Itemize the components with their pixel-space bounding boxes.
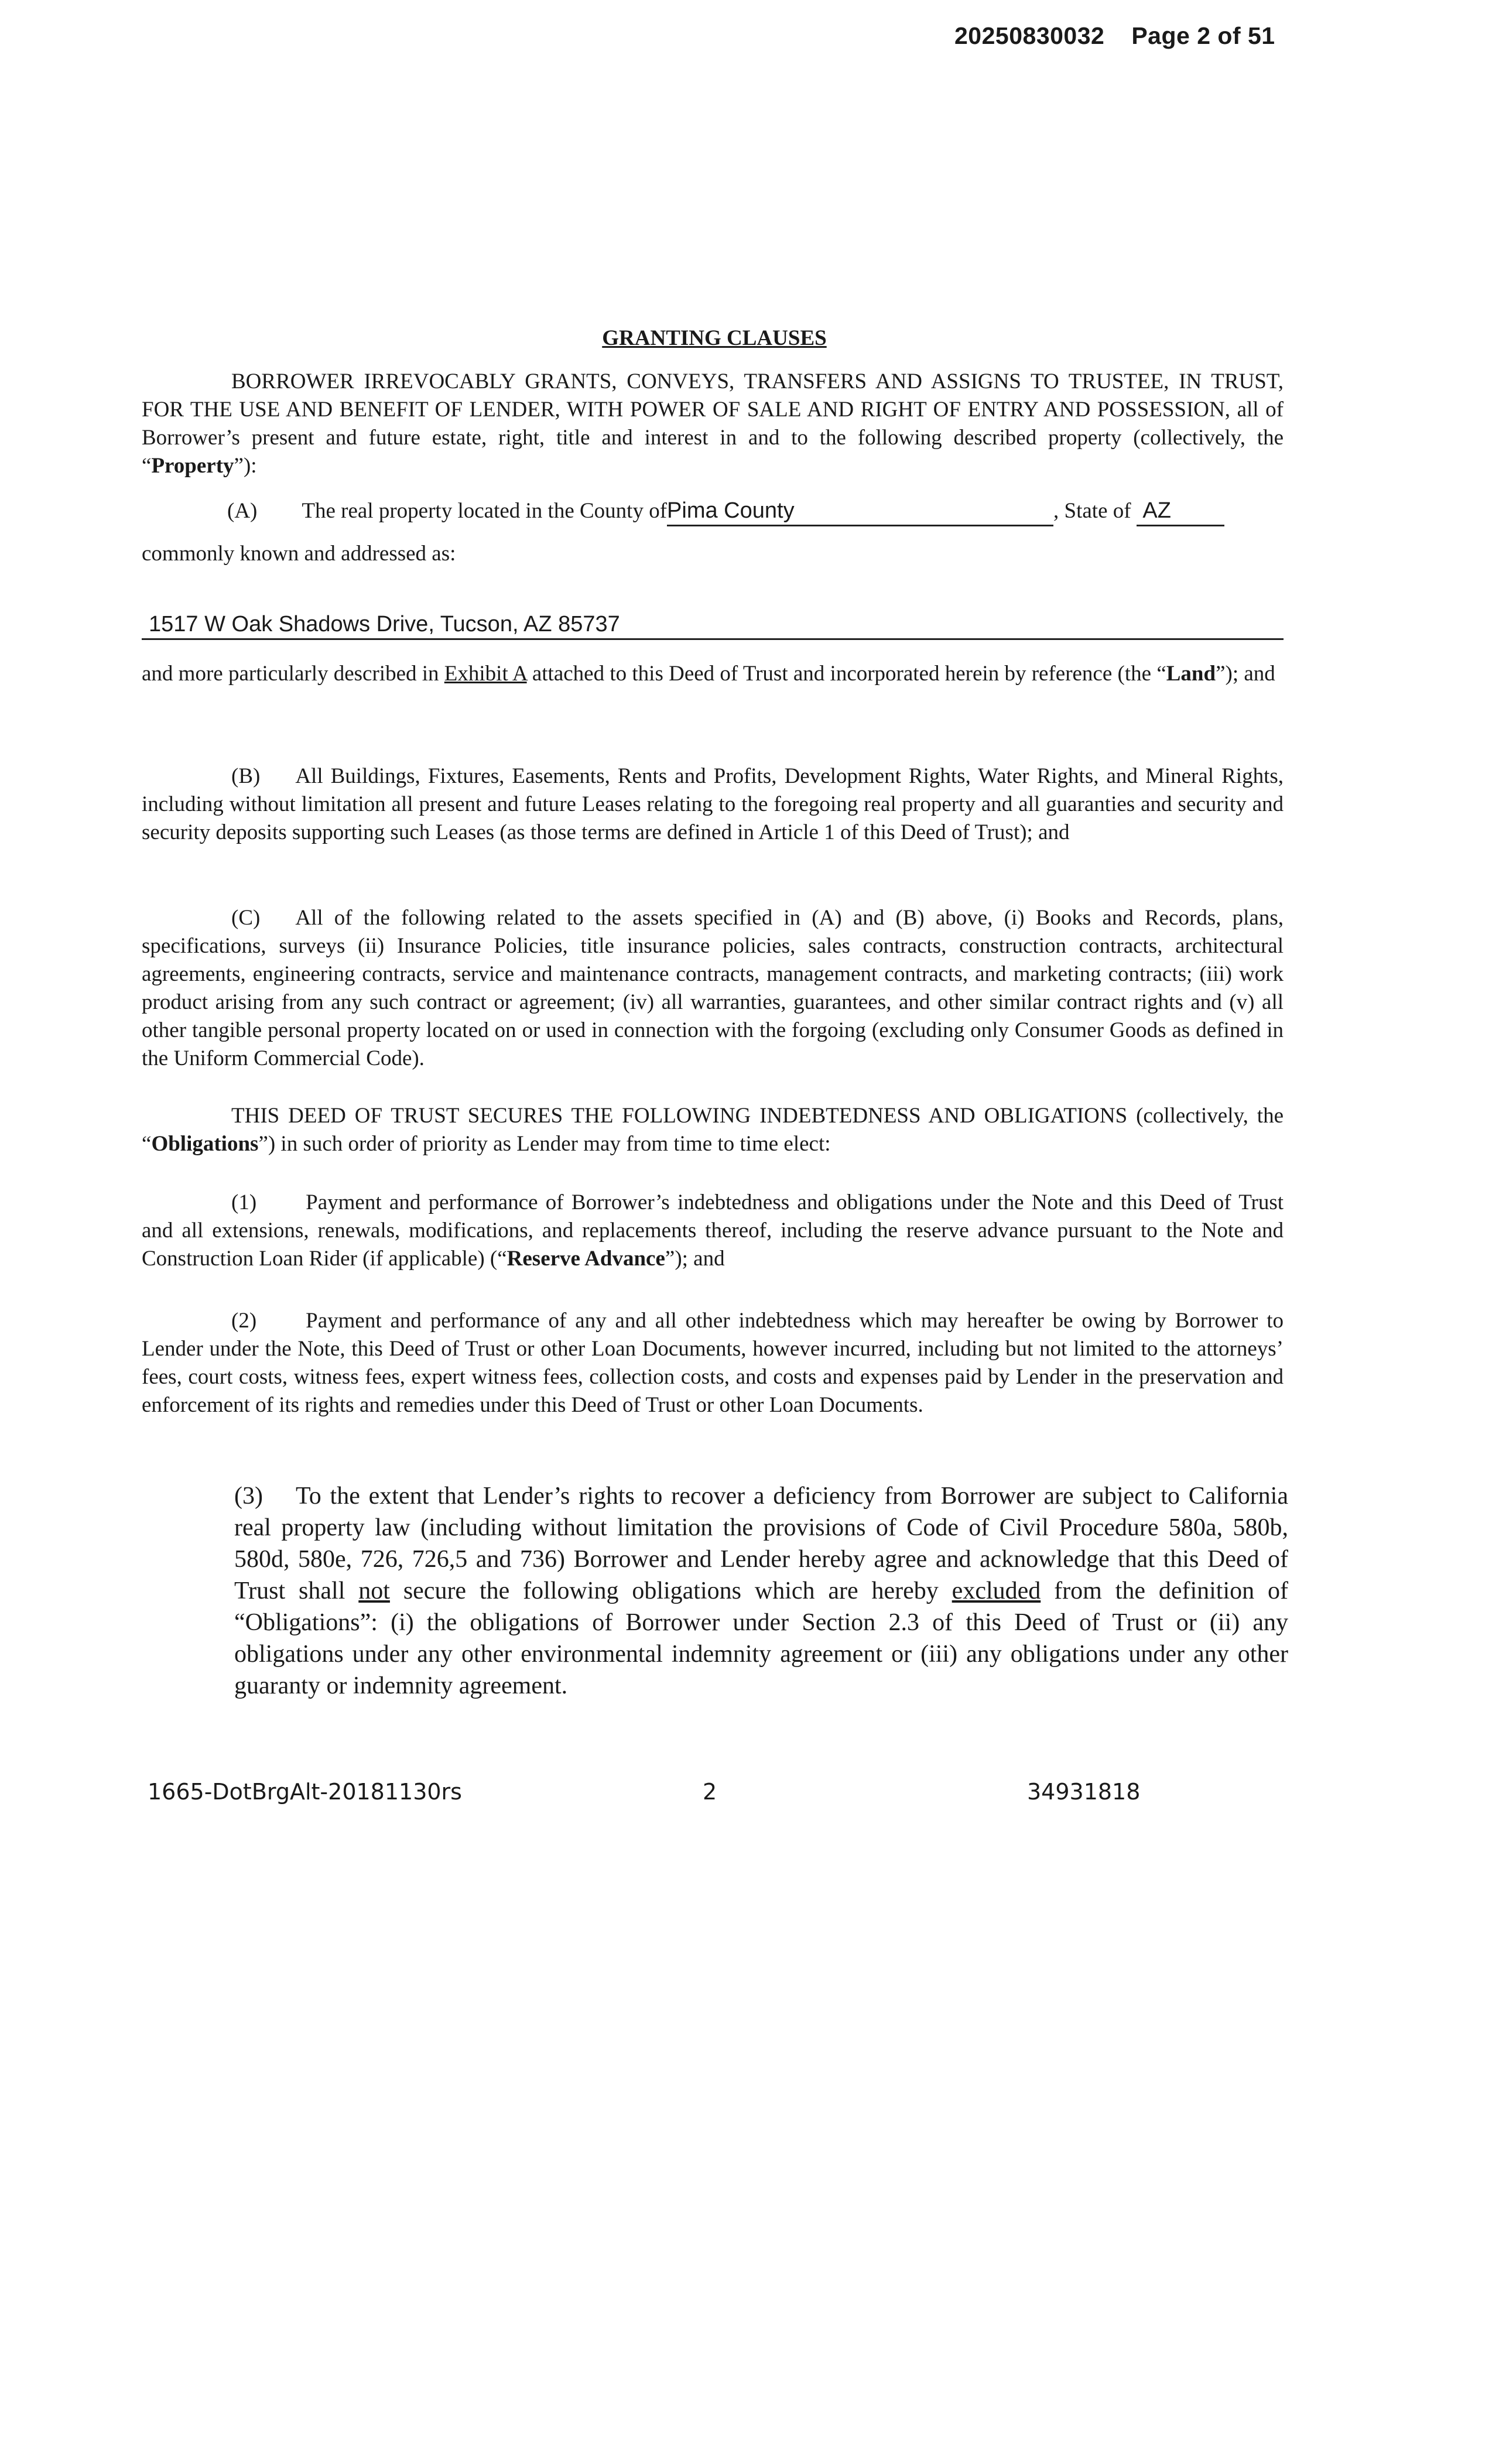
recording-stamp — [954, 22, 1275, 50]
not-emphasis: not — [358, 1577, 390, 1604]
clause-b-paragraph: (B) All Buildings, Fixtures, Easements, Rents and Profits, Development Rights, Water Rights, and Mineral Rights, including without limitation all present and future Leases relating to the foregoing real property and all guaranties and security and security deposits supporting such Leases (as those terms are defined in Article 1 of this Deed of Trust); and — [142, 764, 1284, 844]
obligation-2-paragraph: (2) Payment and performance of any and all other indebtedness which may hereafter be owing by Borrower to Lender under the Note, this Deed of Trust or other Loan Documents, however incurred, including but not limited to the attorneys’ fees, court costs, witness fees, expert witness fees, collection costs, and costs and expenses paid by Lender in the preservation and enforcement of its rights and remedies under this Deed of Trust or other Loan Documents. — [142, 1309, 1284, 1417]
footer-loan-number: 34931818 — [1027, 1779, 1141, 1805]
granting-paragraph: BORROWER IRREVOCABLY GRANTS, CONVEYS, TRANSFERS AND ASSIGNS TO TRUSTEE, IN TRUST, FOR THE USE AND BENEFIT OF LENDER, WITH POWER OF SALE AND RIGHT OF ENTRY AND POSSESSION, all of Borrower’s present and future estate, right, title and interest in and to the following described property (collectively, the “Property”): — [142, 369, 1284, 478]
document-number: 20250830032 — [954, 22, 1105, 49]
clause-c-paragraph: (C) All of the following related to the assets specified in (A) and (B) above, (i) Books and Records, plans, specifications, surveys (ii) Insurance Policies, title insurance policies, sales contracts, construction contracts, architectural agreements, engineering contracts, service and maintenance contracts, management contracts, and marketing contracts; (iii) work product arising from any such contract or agreement; (iv) all warranties, guarantees, and other similar contract rights and (v) all other tangible personal property located on or used in connection with the forgoing (excluding only Consumer Goods as defined in the Uniform Commercial Code). — [142, 906, 1284, 1070]
land-description: and more particularly described in Exhibit A attached to this Deed of Trust and incorporated herein by reference (the “Land”); and — [142, 662, 1275, 686]
exhibit-a-reference: Exhibit A — [444, 662, 527, 686]
county-field: Pima County — [667, 497, 1053, 526]
section-title: GRANTING CLAUSES — [602, 326, 827, 350]
excluded-emphasis: excluded — [952, 1577, 1041, 1604]
footer-form-id: 1665-DotBrgAlt-20181130rs — [148, 1779, 462, 1805]
address-line — [142, 610, 1284, 640]
clause-a-label: (A) — [227, 499, 258, 523]
obligation-1-label: (1) — [231, 1190, 257, 1214]
clause-a-line: (A) The real property located in the County ofPima County , State of AZ — [227, 497, 1224, 526]
clause-b-label: (B) — [231, 764, 261, 788]
obligation-1-paragraph: (1) Payment and performance of Borrower’s indebtedness and obligations under the Note and this Deed of Trust and all extensions, renewals, modifications, and replacements thereof, including the reserve advance pursuant to the Note and Construction Loan Rider (if applicable) (“Reserve Advance”); and — [142, 1190, 1284, 1271]
footer-page-number: 2 — [703, 1779, 717, 1805]
obligation-3-label: (3) — [234, 1483, 263, 1510]
clause-a-continuation: commonly known and addressed as: — [142, 542, 456, 566]
clause-c-label: (C) — [231, 906, 261, 930]
obligation-3-paragraph: (3) To the extent that Lender’s rights to recover a deficiency from Borrower are subject to California real property law (including without limitation the provisions of Code of Civil Procedure 580a, 580b, 580d, 580e, 726, 726,5 and 736) Borrower and Lender hereby agree and acknowledge that this Deed of Trust shall not secure the following obligations which are hereby excluded from the definition of “Obligations”: (i) the obligations of Borrower under Section 2.3 of this Deed of Trust or (ii) any obligations under any other environmental indemnity agreement or (iii) any obligations under any other guaranty or indemnity agreement. — [234, 1483, 1289, 1699]
property-address-field: 1517 W Oak Shadows Drive, Tucson, AZ 85737 — [142, 610, 1284, 640]
obligation-2-label: (2) — [231, 1309, 257, 1333]
secures-paragraph: THIS DEED OF TRUST SECURES THE FOLLOWING INDEBTEDNESS AND OBLIGATIONS (collectively, the “Obligations”) in such order of priority as Lender may from time to time elect: — [142, 1104, 1284, 1156]
page-indicator: Page 2 of 51 — [1131, 22, 1275, 49]
state-field: AZ — [1137, 497, 1224, 526]
